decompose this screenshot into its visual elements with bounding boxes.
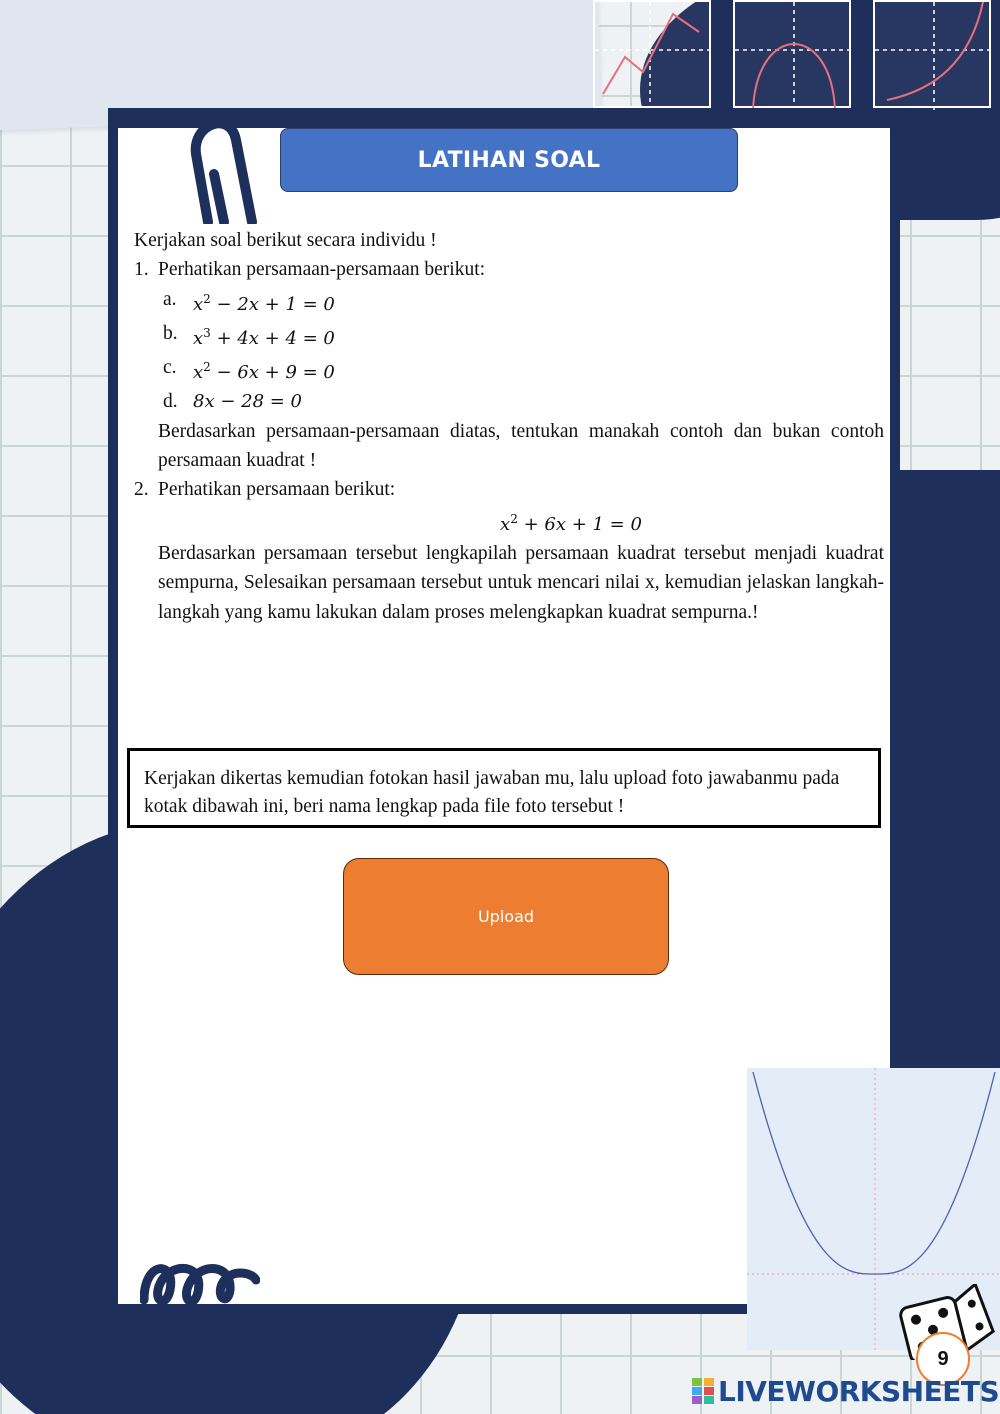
- parabola-down-icon: [735, 2, 853, 110]
- eq-part: − 6x + 9 = 0: [210, 362, 335, 384]
- graph-card-parabola-down: [733, 0, 851, 108]
- upload-button[interactable]: [343, 858, 669, 975]
- page-title: LATIHAN SOAL: [280, 128, 738, 192]
- eq-exponent: 2: [510, 511, 518, 526]
- question-2: [134, 475, 884, 626]
- liveworksheets-logo-icon: [692, 1378, 714, 1404]
- equation: [193, 387, 302, 416]
- eq-part: x: [193, 327, 204, 349]
- graph-card-exponential: [873, 0, 991, 108]
- question-task: Berdasarkan persamaan-persamaan diatas, tentukan manakah contoh dan bukan contoh persamaan kuadrat !: [158, 420, 884, 472]
- exponential-curve-icon: [875, 2, 993, 110]
- option-d: [158, 387, 884, 416]
- eq-part: − 2x + 1 = 0: [210, 293, 335, 315]
- brand-name: LIVEWORKSHEETS: [718, 1374, 1000, 1408]
- eq-exponent: 2: [203, 291, 211, 306]
- paper-clip-icon: [190, 114, 270, 224]
- intro-text: Kerjakan soal berikut secara individu !: [134, 230, 437, 251]
- question-number: 1.: [134, 259, 149, 281]
- question-content: [134, 226, 884, 627]
- question-prompt: Perhatikan persamaan berikut:: [158, 479, 396, 501]
- equation: [193, 353, 335, 387]
- upload-instruction-box: [127, 748, 881, 828]
- instruction-text: Kerjakan dikertas kemudian fotokan hasil jawaban mu, lalu upload foto jawabanmu pada kotak dibawah ini, beri nama lengkap pada file foto tersebut !: [144, 768, 840, 817]
- question-number: 2.: [134, 479, 149, 501]
- question-task: Berdasarkan persamaan tersebut lengkapilah persamaan kuadrat tersebut menjadi kuadrat sempurna, Selesaikan persamaan tersebut untuk mencari nilai x, kemudian jelaskan langkah-langkah yang kamu lakukan dalam proses melengkapkan kuadrat sempurna.!: [158, 542, 884, 623]
- page-number: 9: [916, 1332, 970, 1386]
- option-a: [158, 285, 884, 319]
- equation: [193, 285, 335, 319]
- option-letter: c.: [163, 357, 177, 379]
- option-letter: a.: [163, 288, 177, 310]
- eq-part: x: [193, 293, 204, 315]
- option-c: [158, 353, 884, 387]
- eq-part: x: [193, 362, 204, 384]
- option-b: [158, 319, 884, 353]
- eq-part: + 6x + 1 = 0: [517, 513, 642, 535]
- graph-card-zigzag: [593, 0, 711, 108]
- option-letter: b.: [163, 322, 178, 344]
- swirl-decoration-icon: [140, 1250, 260, 1310]
- eq-part: 8x − 28 = 0: [193, 391, 303, 413]
- zigzag-graph-icon: [595, 2, 713, 110]
- question-prompt: Perhatikan persamaan-persamaan berikut:: [158, 259, 486, 281]
- equation: [193, 319, 335, 353]
- upload-label: Upload: [477, 907, 535, 926]
- eq-part: x: [500, 513, 511, 535]
- centered-equation: [158, 505, 884, 539]
- eq-exponent: 3: [203, 325, 211, 340]
- liveworksheets-logo: [692, 1374, 999, 1408]
- option-letter: d.: [163, 391, 178, 413]
- eq-exponent: 2: [203, 360, 211, 375]
- eq-part: + 4x + 4 = 0: [210, 327, 335, 349]
- question-1: [134, 255, 884, 475]
